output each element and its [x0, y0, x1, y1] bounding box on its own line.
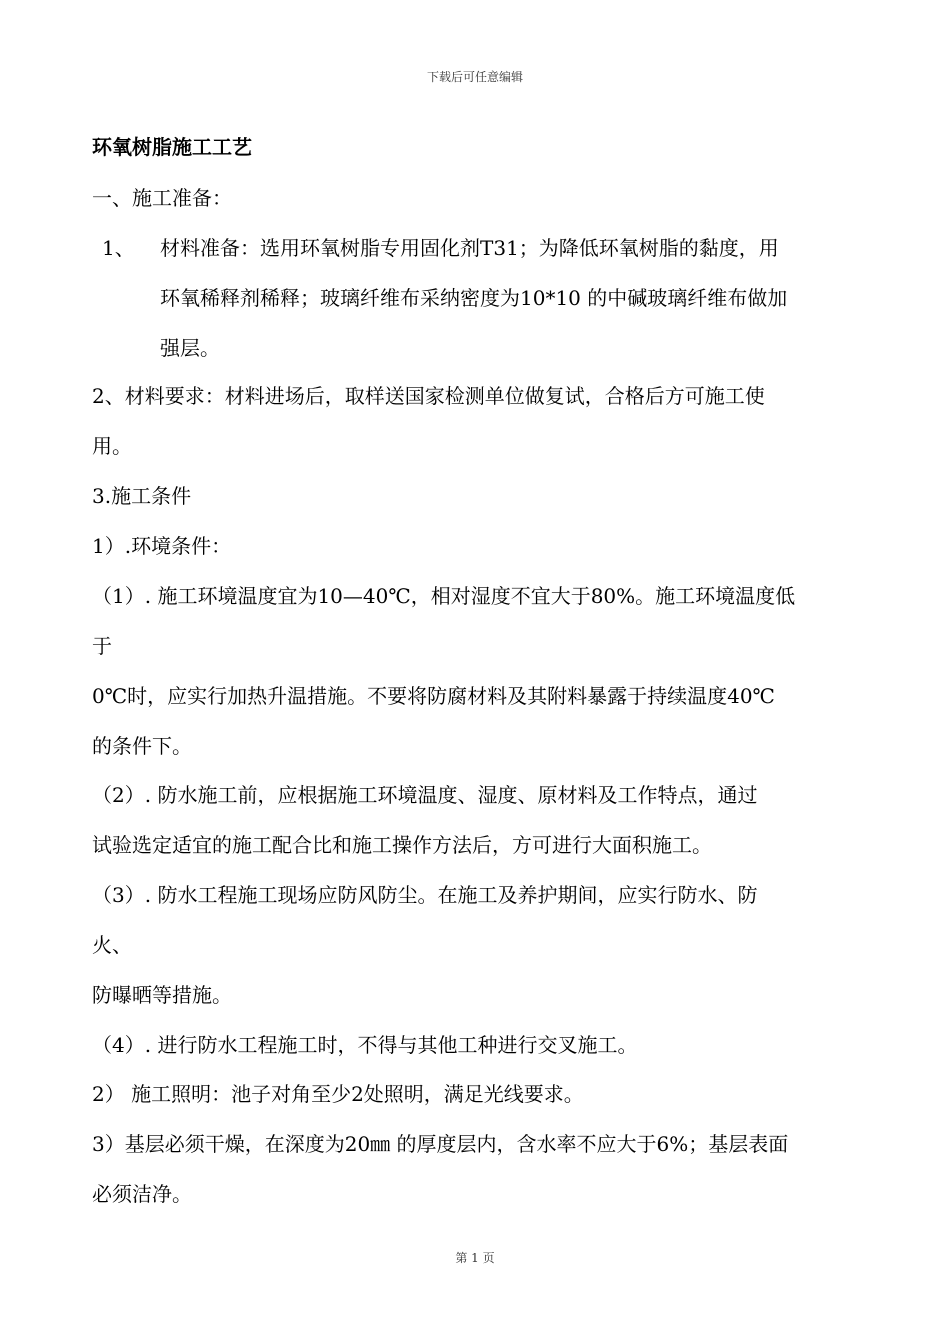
paragraph-line: 3）基层必须干燥，在深度为20㎜ 的厚度层内，含水率不应大于6%；基层表面	[92, 1132, 789, 1156]
paragraph-line: 必须洁净。	[92, 1182, 192, 1206]
header-note: 下载后可任意编辑	[426, 70, 523, 84]
paragraph-line: 防曝晒等措施。	[92, 983, 232, 1007]
paragraph-line: 2、材料要求：材料进场后，取样送国家检测单位做复试，合格后方可施工使	[92, 384, 765, 408]
section-heading: 3.施工条件	[92, 484, 192, 508]
section-heading: 一、施工准备：	[92, 186, 232, 210]
document-title: 环氧树脂施工工艺	[92, 135, 252, 159]
paragraph-line: 于	[92, 634, 112, 658]
paragraph-line: 火、	[92, 933, 132, 957]
paragraph-line: 环氧稀释剂稀释；玻璃纤维布采纳密度为10*10 的中碱玻璃纤维布做加	[160, 286, 788, 310]
paragraph-line: （2）. 防水施工前，应根据施工环境温度、湿度、原材料及工作特点，通过	[92, 783, 758, 807]
paragraph-line: 的条件下。	[92, 734, 192, 758]
paragraph-line: 0℃时，应实行加热升温措施。不要将防腐材料及其附料暴露于持续温度40℃	[92, 684, 775, 708]
list-number: 1、	[102, 236, 135, 260]
paragraph-line: （1）. 施工环境温度宜为10—40℃，相对湿度不宜大于80%。施工环境温度低	[92, 584, 796, 608]
paragraph-line: 材料准备：选用环氧树脂专用固化剂T31；为降低环氧树脂的黏度，用	[160, 236, 779, 260]
paragraph-line: （3）. 防水工程施工现场应防风防尘。在施工及养护期间，应实行防水、防	[92, 883, 758, 907]
page-number: 第 1 页	[455, 1251, 495, 1265]
subsection-heading: 1）.环境条件：	[92, 534, 232, 558]
paragraph-line: 试验选定适宜的施工配合比和施工操作方法后，方可进行大面积施工。	[92, 833, 712, 857]
paragraph-line: 强层。	[160, 336, 220, 360]
paragraph-line: （4）. 进行防水工程施工时，不得与其他工种进行交叉施工。	[92, 1033, 638, 1057]
paragraph-line: 用。	[92, 434, 132, 458]
paragraph-line: 2） 施工照明：池子对角至少2处照明，满足光线要求。	[92, 1082, 584, 1106]
